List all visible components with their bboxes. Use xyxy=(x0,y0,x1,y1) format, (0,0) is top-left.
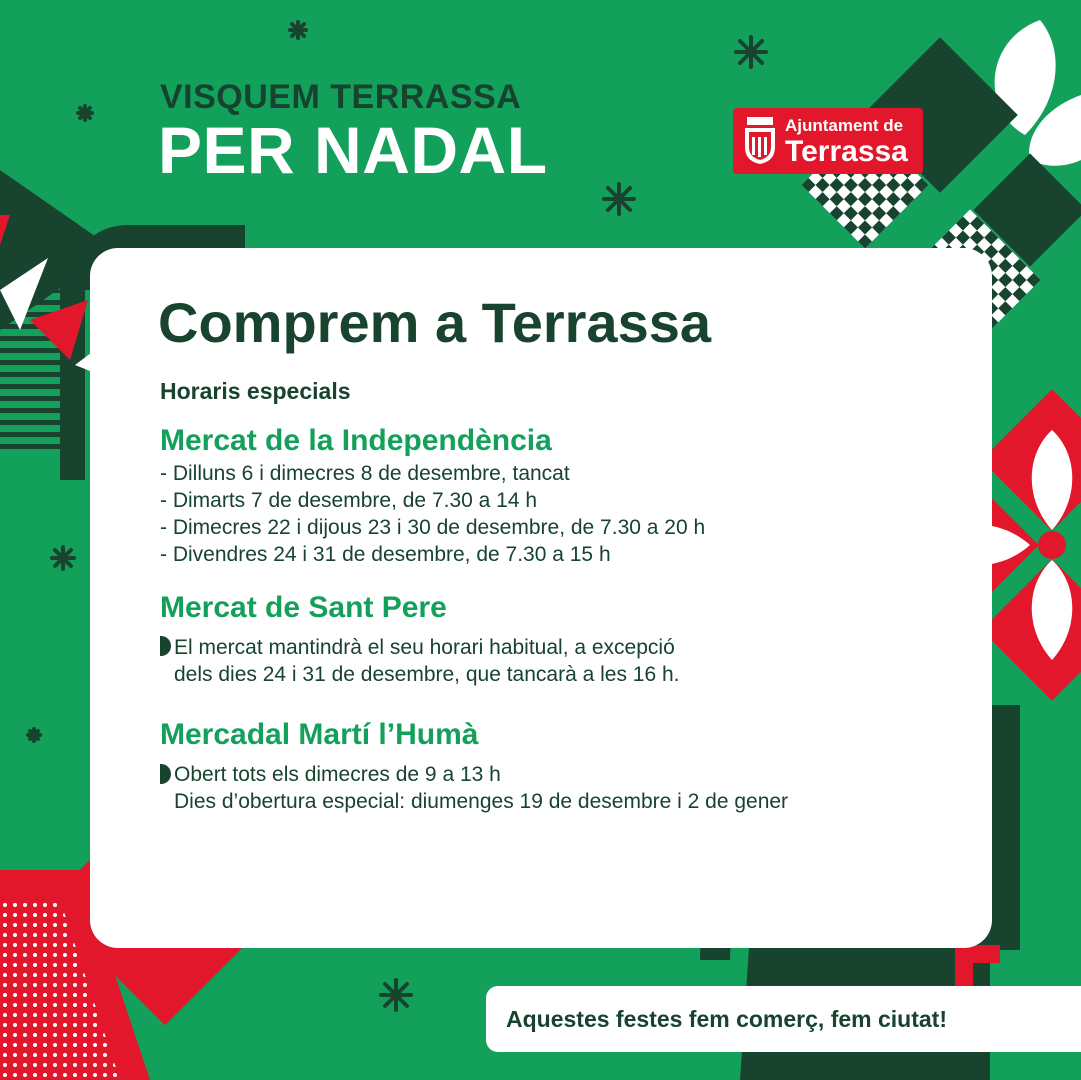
campaign-kicker: VISQUEM TERRASSA xyxy=(160,78,522,116)
section-line: - Divendres 24 i 31 de desembre, de 7.30 a 15 h xyxy=(160,543,611,566)
crest-icon xyxy=(743,117,777,165)
card-subtitle: Horaris especials xyxy=(160,378,351,404)
section-line: dels dies 24 i 31 de desembre, que tancarà a les 16 h. xyxy=(174,663,680,686)
footer-slogan: Aquestes festes fem comerç, fem ciutat! xyxy=(506,1006,947,1032)
section-heading-independencia: Mercat de la Independència xyxy=(160,424,552,457)
section-heading-sant-pere: Mercat de Sant Pere xyxy=(160,591,447,624)
section-line: - Dimarts 7 de desembre, de 7.30 a 14 h xyxy=(160,489,538,512)
section-heading-mercadal: Mercadal Martí l’Humà xyxy=(160,718,479,751)
section-line: - Dilluns 6 i dimecres 8 de desembre, tancat xyxy=(160,462,570,485)
section-line: El mercat mantindrà el seu horari habitual, a excepció xyxy=(174,636,675,659)
section-line: Obert tots els dimecres de 9 a 13 h xyxy=(174,763,501,786)
ajuntament-logo xyxy=(733,108,923,174)
card-title: Comprem a Terrassa xyxy=(158,291,711,354)
footer-banner xyxy=(486,986,1081,1052)
campaign-headline: PER NADAL xyxy=(158,113,548,187)
section-line: - Dimecres 22 i dijous 23 i 30 de desembre, de 7.30 a 20 h xyxy=(160,516,706,539)
logo-line-2: Terrassa xyxy=(785,135,908,168)
logo-line-1: Ajuntament de xyxy=(785,116,904,135)
section-line: Dies d’obertura especial: diumenges 19 de desembre i 2 de gener xyxy=(174,790,789,813)
